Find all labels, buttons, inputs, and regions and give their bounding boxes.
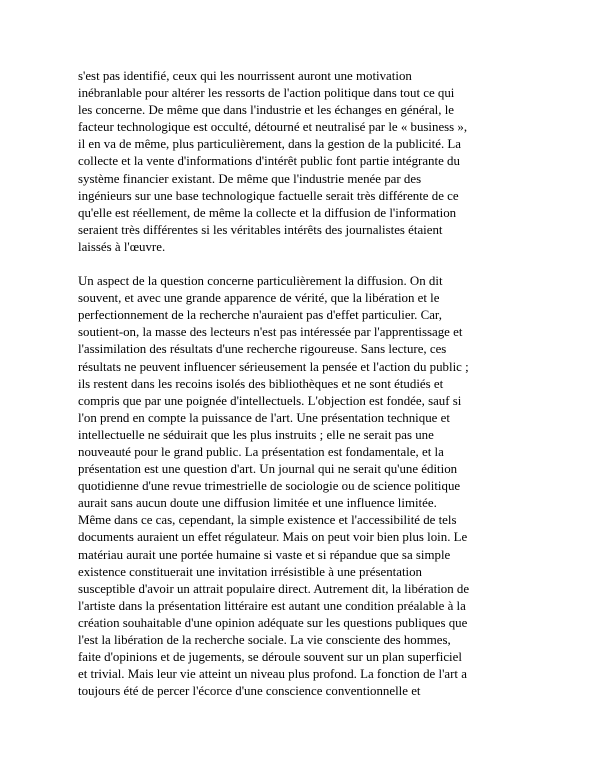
text-line: l'on prend en compte la puissance de l'art. Une présentation technique et	[78, 410, 450, 425]
text-line: toujours été de percer l'écorce d'une conscience conventionnelle et	[78, 684, 421, 699]
text-line: soutient-on, la masse des lecteurs n'est pas intéressée par l'apprentissage et	[78, 325, 463, 340]
text-line: présentation est une question d'art. Un journal qui ne serait qu'une édition	[78, 462, 458, 477]
text-line: souvent, et avec une grande apparence de vérité, que la libération et le	[78, 291, 440, 306]
document-page	[78, 68, 530, 700]
text-line: quotidienne d'une revue trimestrielle de sociologie ou de science politique	[78, 479, 461, 494]
text-line: facteur technologique est occulté, détourné et neutralisé par le « business »,	[78, 120, 468, 135]
text-line: existence constituerait une invitation irrésistible à une présentation	[78, 564, 422, 579]
text-line: l'artiste dans la présentation littéraire est autant une condition préalable à la	[78, 598, 466, 613]
text-line: faite d'opinions et de jugements, se déroule souvent sur un plan superficiel	[78, 650, 462, 665]
text-line: aurait sans aucun doute une diffusion limitée et une influence limitée.	[78, 496, 437, 511]
text-line: susceptible d'avoir un attrait populaire direct. Autrement dit, la libération de	[78, 581, 470, 596]
text-line: Même dans ce cas, cependant, la simple existence et l'accessibilité de tels	[78, 513, 457, 528]
text-line: documents auraient un effet régulateur. Mais on peut voir bien plus loin. Le	[78, 530, 468, 545]
text-line: s'est pas identifié, ceux qui les nourrissent auront une motivation	[78, 69, 412, 83]
text-line: compris que par une poignée d'intellectuels. L'objection est fondée, sauf si	[78, 393, 462, 408]
text-line: les concerne. De même que dans l'industrie et les échanges en général, le	[78, 103, 454, 118]
text-line: perfectionnement de la recherche n'auraient pas d'effet particulier. Car,	[78, 308, 442, 323]
text-line: l'assimilation des résultats d'une recherche rigoureuse. Sans lecture, ces	[78, 342, 447, 357]
text-line: inébranlable pour altérer les ressorts de l'action politique dans tout ce qui	[78, 86, 455, 101]
document-body	[78, 68, 530, 700]
text-line: matériau aurait une portée humaine si vaste et si répandue que sa simple	[78, 547, 451, 562]
paragraph	[78, 68, 530, 256]
paragraph	[78, 273, 530, 700]
text-line: qu'elle est réellement, de même la collecte et la diffusion de l'information	[78, 205, 457, 220]
text-line: et trivial. Mais leur vie atteint un niveau plus profond. La fonction de l'art a	[78, 667, 467, 682]
text-line: l'est la libération de la recherche sociale. La vie consciente des hommes,	[78, 633, 451, 647]
text-line: nouveauté pour le grand public. La présentation est fondamentale, et la	[78, 444, 444, 459]
text-line: ingénieurs sur une base technologique factuelle serait très différente de ce	[78, 188, 459, 203]
text-line: création souhaitable d'une opinion adéquate sur les questions publiques que	[78, 615, 468, 630]
text-line: ils restent dans les recoins isolés des bibliothèques et ne sont étudiés et	[78, 376, 444, 391]
text-line: Un aspect de la question concerne particulièrement la diffusion. On dit	[78, 274, 443, 289]
text-line: collecte et la vente d'informations d'intérêt public font partie intégrante du	[78, 154, 460, 169]
text-line: il en va de même, plus particulièrement, dans la gestion de la publicité. La	[78, 137, 462, 152]
text-line: laissés à l'œuvre.	[78, 239, 166, 254]
text-line: intellectuelle ne séduirait que les plus instruits ; elle ne serait pas une	[78, 427, 434, 442]
text-line: seraient très différentes si les véritables intérêts des journalistes étaient	[78, 222, 443, 237]
text-line: système financier existant. De même que l'industrie menée par des	[78, 171, 422, 186]
text-line: résultats ne peuvent influencer sérieusement la pensée et l'action du public ;	[78, 359, 469, 374]
